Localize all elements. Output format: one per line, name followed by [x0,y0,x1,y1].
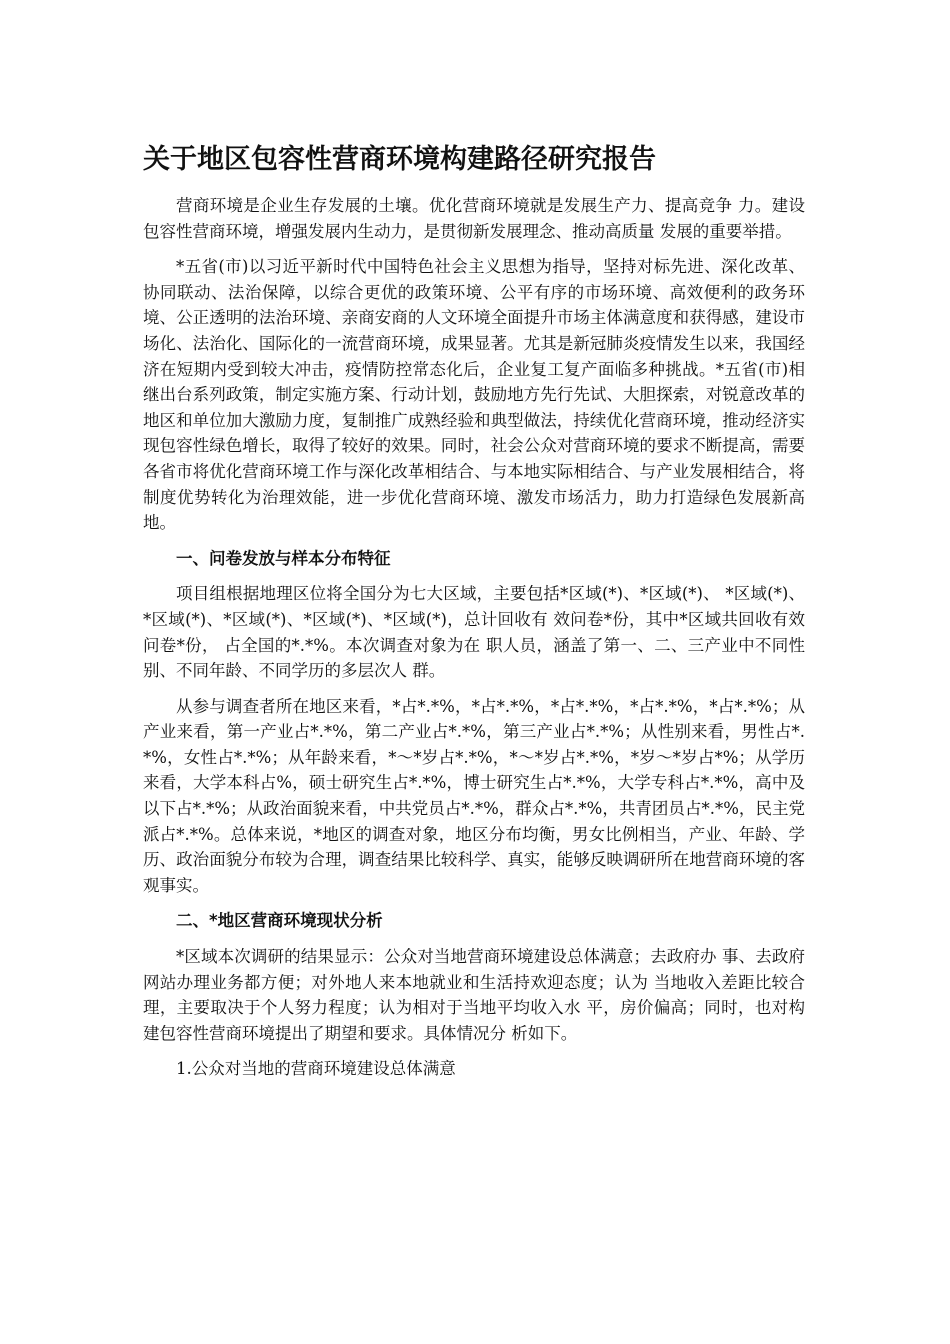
intro-paragraph-2: *五省(市)以习近平新时代中国特色社会主义思想为指导，坚持对标先进、深化改革、协同联动、法治保障，以综合更优的政策环境、公平有序的市场环境、高效便利的政务环境、公正透明的法治环境、亲商安商的人文环境全面提升市场主体满意度和获得感，建设市场化、法治化、国际化的一流营商环境，成果显著。尤其是新冠肺炎疫情发生以来，我国经济在短期内受到较大冲击，疫情防控常态化后，企业复工复产面临多种挑战。*五省(市)相继出台系列政策，制定实施方案、行动计划，鼓励地方先行先试、大胆探索，对锐意改革的地区和单位加大激励力度，复制推广成熟经验和典型做法，持续优化营商环境，推动经济实现包容性绿色增长，取得了较好的效果。同时，社会公众对营商环境的要求不断提高，需要各省市将优化营商环境工作与深化改革相结合、与本地实际相结合、与产业发展相结合，将制度优势转化为治理效能，进一步优化营商环境、激发市场活力，助力打造绿色发展新高地。 [143,257,805,533]
document-body [143,193,805,1092]
document-title: 关于地区包容性营商环境构建路径研究报告 [143,144,656,175]
section-2-subheading: 1.公众对当地的营商环境建设总体满意 [176,1059,456,1079]
section-1-paragraph-1: 项目组根据地理区位将全国分为七大区域，主要包括*区域(*)、*区域(*)、 *区域(*)、*区域(*)、*区域(*)、*区域(*)、*区域(*)，总计回收有 效问卷*份，其中*区域共回收有效问卷*份， 占全国的*.*%。本次调查对象为在 职人员，涵盖了第一、二、三产业中不同性别、不同年龄、不同学历的多层次人 群。 [143,584,805,681]
section-2-paragraph-1: *区域本次调研的结果显示：公众对当地营商环境建设总体满意；去政府办 事、去政府网站办理业务都方便；对外地人来本地就业和生活持欢迎态度；认为 当地收入差距比较合理，主要取决于个人努力程度；认为相对于当地平均收入水 平，房价偏高；同时，也对构建包容性营商环境提出了期望和要求。具体情况分 析如下。 [143,947,805,1043]
section-1-heading: 一、问卷发放与样本分布特征 [176,548,391,568]
section-2-heading: 二、*地区营商环境现状分析 [176,911,383,931]
intro-paragraph-1: 营商环境是企业生存发展的土壤。优化营商环境就是发展生产力、提高竞争 力。建设包容性营商环境，增强发展内生动力，是贯彻新发展理念、推动高质量 发展的重要举措。 [143,196,805,241]
section-1-paragraph-2: 从参与调查者所在地区来看，*占*.*%，*占*.*%，*占*.*%，*占*.*%，*占*.*%；从产业来看，第一产业占*.*%，第二产业占*.*%，第三产业占*.*%；从性别来看，男性占*.*%，女性占*.*%；从年龄来看，*～*岁占*.*%，*～*岁占*.*%，*岁～*岁占*%；从学历来看，大学本科占%，硕士研究生占*.*%，博士研究生占*.*%，大学专科占*.*%，高中及以下占*.*%；从政治面貌来看，中共党员占*.*%，群众占*.*%，共青团员占*.*%，民主党派占*.*%。总体来说，*地区的调查对象，地区分布均衡，男女比例相当，产业、年龄、学历、政治面貌分布较为合理，调查结果比较科学、真实，能够反映调研所在地营商环境的客观事实。 [143,696,805,895]
